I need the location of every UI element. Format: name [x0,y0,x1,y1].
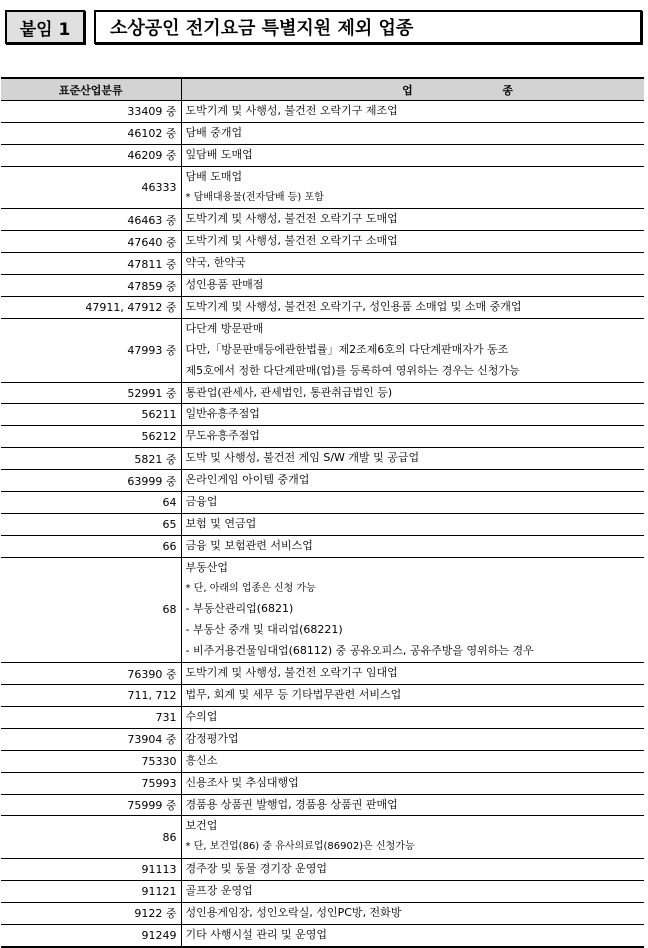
industry-description-cell [181,318,644,382]
industry-description-cell [181,448,644,470]
table-row [1,382,644,404]
industry-code-cell: 46333 [1,166,181,209]
industry-line: 통관업(관세사, 관세법인, 통관취급법인 등) [185,385,393,399]
table-row [1,404,644,426]
industry-line: * 담배대용물(전자담배 등) 포함 [185,191,324,203]
industry-description-cell [181,772,644,794]
industry-code-cell: 76390 중 [1,663,181,685]
excluded-industries-table [1,77,644,948]
industry-description-cell [181,663,644,685]
industry-description-cell [181,122,644,144]
table-row [1,728,644,750]
industry-line: 도박 및 사행성, 불건전 게임 S/W 개발 및 공급업 [185,451,420,465]
industry-line: 보험 및 연금업 [185,516,257,530]
industry-code-cell: 47911, 47912 중 [1,297,181,319]
industry-line: 흥신소 [185,753,218,767]
industry-line: 무도유흥주점업 [185,429,260,443]
table-row [1,513,644,535]
industry-line: 도박기계 및 사행성, 불건전 오락기구 제조업 [185,104,398,117]
industry-description-cell [181,706,644,728]
industry-line: 담배 도매업 [185,169,243,183]
industry-description-cell [181,902,644,924]
industry-code-cell: 711, 712 [1,685,181,707]
industry-line: 신용조사 및 추심대행업 [185,775,299,789]
industry-code-cell: 56212 [1,426,181,448]
industry-line: 도박기계 및 사행성, 불건전 오락기구 소매업 [185,234,398,248]
table-header-row [1,78,644,101]
table-row [1,535,644,557]
industry-description-cell [181,275,644,297]
table-row [1,685,644,707]
industry-line: 제5호에서 정한 다단계판매(업)를 등록하여 영위하는 경우는 신청가능 [185,363,520,377]
industry-line: 보건업 [185,819,218,833]
table-row [1,448,644,470]
table-row [1,144,644,166]
industry-description-cell [181,685,644,707]
industry-code-cell: 46463 중 [1,209,181,231]
industry-description-cell [181,426,644,448]
industry-description-cell [181,816,644,859]
industry-line: 금융 및 보험관련 서비스업 [185,538,313,552]
industry-line: 성인용품 판매점 [185,278,264,292]
table-row [1,881,644,903]
table-row [1,663,644,685]
table-row [1,750,644,772]
industry-line: 기타 사행시설 관리 및 운영업 [185,927,327,941]
industry-description-cell [181,144,644,166]
industry-description-cell [181,492,644,514]
industry-line: - 부동산 중개 및 대리업(68221) [185,623,343,637]
table-row [1,101,644,123]
industry-code-cell: 75993 [1,772,181,794]
table-row [1,924,644,946]
page-title: 소상공인 전기요금 특별지원 제외 업종 [94,10,642,44]
industry-code-cell: 66 [1,535,181,557]
industry-line: 경주장 및 동물 경기장 운영업 [185,862,327,876]
industry-code-cell: 5821 중 [1,448,181,470]
table-row [1,859,644,881]
industry-description-cell [181,557,644,662]
industry-code-cell: 91121 [1,881,181,903]
industry-line: - 부동산관리업(6821) [185,602,294,616]
industry-description-cell [181,101,644,123]
industry-code-cell: 52991 중 [1,382,181,404]
industry-description-cell [181,750,644,772]
column-header-industry: 업 종 [181,78,644,101]
industry-line: 법무, 회계 및 세무 등 기타법무관련 서비스업 [185,688,402,702]
industry-description-cell [181,404,644,426]
industry-description-cell [181,881,644,903]
industry-code-cell: 46209 중 [1,144,181,166]
industry-line: 성인용게임장, 성인오락실, 성인PC방, 전화방 [185,905,402,919]
industry-line: 다만,「방문판매등에관한법률」제2조제6호의 다단계판매자가 동조 [185,342,509,356]
industry-code-cell: 91113 [1,859,181,881]
table-row [1,794,644,816]
industry-code-cell: 73904 중 [1,728,181,750]
table-row [1,297,644,319]
industry-description-cell [181,513,644,535]
industry-description-cell [181,470,644,492]
industry-line: 수의업 [185,709,218,723]
attachment-badge: 붙임 1 [5,10,85,44]
industry-line: * 단, 보건업(86) 중 유사의료업(86902)은 신청가능 [185,841,415,853]
table-row [1,426,644,448]
table-row [1,166,644,209]
industry-line: 부동산업 [185,560,229,574]
industry-description-cell [181,166,644,209]
industry-code-cell: 86 [1,816,181,859]
industry-line: - 비주거용건물임대업(68112) 중 공유오피스, 공유주방을 영위하는 경우 [185,644,534,658]
industry-description-cell [181,859,644,881]
table-row [1,557,644,662]
industry-description-cell [181,728,644,750]
industry-code-cell: 65 [1,513,181,535]
industry-line: * 단, 아래의 업종은 신청 가능 [185,582,316,594]
industry-description-cell [181,297,644,319]
industry-code-cell: 47640 중 [1,231,181,253]
table-row [1,816,644,859]
industry-code-cell: 75999 중 [1,794,181,816]
industry-code-cell: 64 [1,492,181,514]
industry-description-cell [181,231,644,253]
table-row [1,253,644,275]
industry-code-cell: 91249 [1,924,181,946]
table-row [1,470,644,492]
industry-code-cell: 9122 중 [1,902,181,924]
industry-code-cell: 731 [1,706,181,728]
document-header [5,10,642,44]
table-row [1,209,644,231]
industry-line: 감정평가업 [185,731,239,745]
table-row [1,231,644,253]
industry-code-cell: 33409 중 [1,101,181,123]
table-row [1,706,644,728]
industry-line: 도박기계 및 사행성, 불건전 오락기구 임대업 [185,666,398,680]
industry-line: 다단계 방문판매 [185,321,264,335]
industry-code-cell: 46102 중 [1,122,181,144]
industry-description-cell [181,253,644,275]
table-row [1,492,644,514]
table-row [1,275,644,297]
table-row [1,318,644,382]
industry-line: 일반유흥주점업 [185,407,260,421]
table-row [1,902,644,924]
industry-code-cell: 75330 [1,750,181,772]
industry-description-cell [181,382,644,404]
industry-code-cell: 47811 중 [1,253,181,275]
industry-line: 도박기계 및 사행성, 불건전 오락기구 도매업 [185,212,398,226]
industry-description-cell [181,535,644,557]
industry-description-cell [181,924,644,946]
table-row [1,772,644,794]
industry-line: 약국, 한약국 [185,256,246,270]
industry-line: 도박기계 및 사행성, 불건전 오락기구, 성인용품 소매업 및 소매 중개업 [185,300,522,314]
industry-description-cell [181,794,644,816]
industry-line: 잎담배 도매업 [185,147,253,161]
industry-code-cell: 68 [1,557,181,662]
industry-code-cell: 63999 중 [1,470,181,492]
industry-code-cell: 47859 중 [1,275,181,297]
industry-line: 경품용 상품권 발행업, 경품용 상품권 판매업 [185,797,398,811]
industry-description-cell [181,209,644,231]
industry-line: 담배 중개업 [185,125,243,139]
column-header-code: 표준산업분류 [1,78,181,101]
industry-line: 금융업 [185,495,218,509]
industry-line: 온라인게임 아이템 중개업 [185,473,310,487]
industry-code-cell: 56211 [1,404,181,426]
industry-line: 골프장 운영업 [185,884,253,898]
industry-code-cell: 47993 중 [1,318,181,382]
table-row [1,122,644,144]
